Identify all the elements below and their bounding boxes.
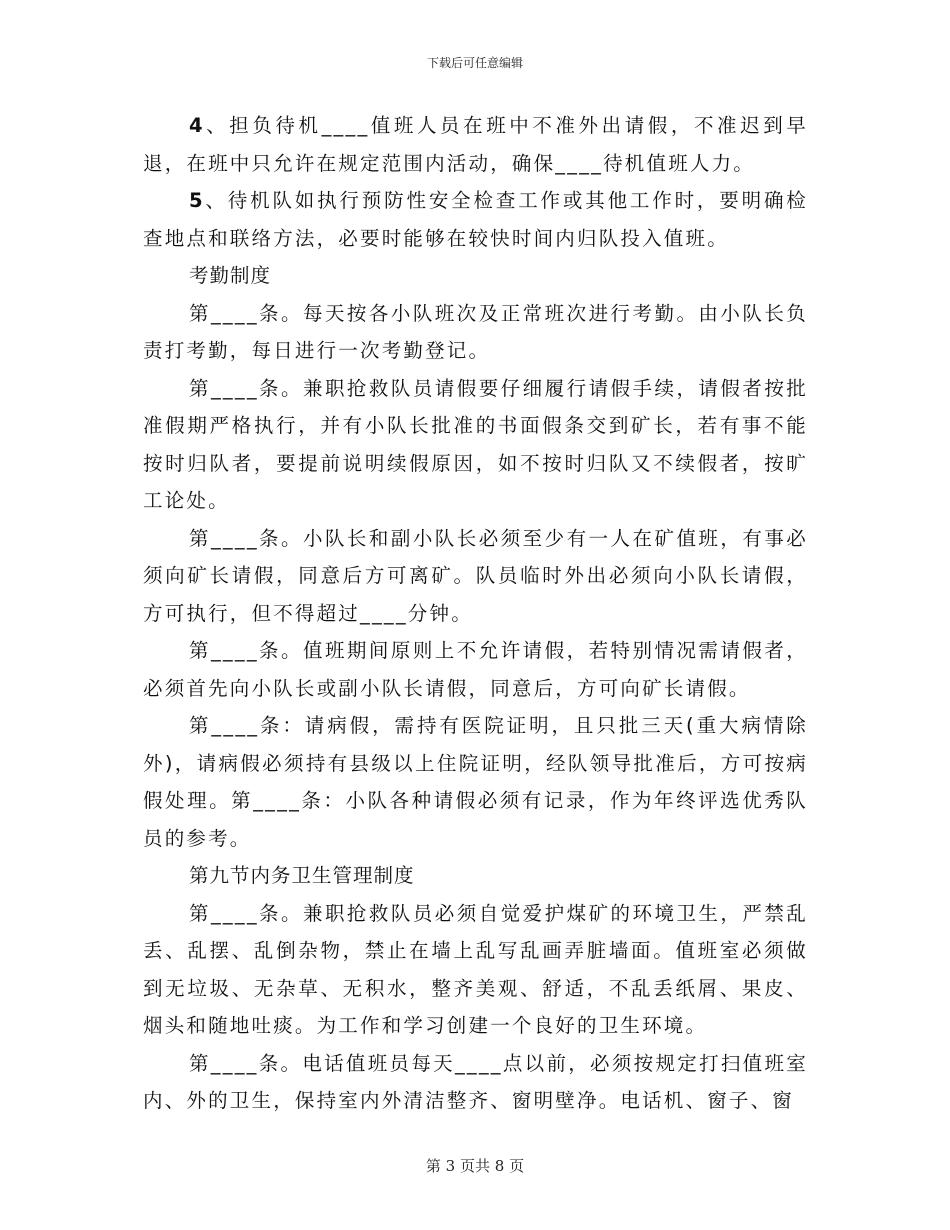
paragraph-article: 第____条。兼职抢救队员必须自觉爱护煤矿的环境卫生，严禁乱丢、乱摆、乱倒杂物，禁止在墙上乱写乱画弄脏墙面。值班室必须做到无垃圾、无杂草、无积水，整齐美观、舒适，不乱丢纸屑、果皮、烟头和随地吐痰。为工作和学习创建一个良好的卫生环境。 xyxy=(143,901,808,1037)
paragraph-article: 第____条。小队长和副小队长必须至少有一人在矿值班，有事必须向矿长请假，同意后方可离矿。队员临时外出必须向小队长请假，方可执行，但不得超过____分钟。 xyxy=(143,526,808,625)
paragraph-text: 、担负待机____值班人员在班中不准外出请假，不准迟到早退，在班中只允许在规定范围内活动，确保____待机值班人力。 xyxy=(143,114,808,175)
page-header: 下载后可任意编辑 xyxy=(426,56,523,70)
paragraph-article: 第____条：请病假，需持有医院证明，且只批三天(重大病情除外)，请病假必须持有县级以上住院证明，经队领导批准后，方可按病假处理。第____条：小队各种请假必须有记录，作为年终评选优秀队员的参考。 xyxy=(143,714,808,850)
section-heading-attendance: 考勤制度 xyxy=(189,264,272,287)
paragraph-article: 第____条。兼职抢救队员请假要仔细履行请假手续，请假者按批准假期严格执行，并有小队长批准的书面假条交到矿长，若有事不能按时归队者，要提前说明续假原因，如不按时归队又不续假者，按旷工论处。 xyxy=(143,376,808,512)
page-footer: 第 3 页共 8 页 xyxy=(425,1157,525,1175)
paragraph-article: 第____条。值班期间原则上不允许请假，若特别情况需请假者，必须首先向小队长或副小队长请假，同意后，方可向矿长请假。 xyxy=(143,639,808,700)
paragraph-article: 第____条。每天按各小队班次及正常班次进行考勤。由小队长负责打考勤，每日进行一次考勤登记。 xyxy=(143,301,808,362)
section-heading-hygiene: 第九节内务卫生管理制度 xyxy=(189,864,415,887)
item-number: 4 xyxy=(189,114,205,137)
item-number: 5 xyxy=(189,189,205,212)
paragraph-article: 第____条。电话值班员每天____点以前，必须按规定打扫值班室内、外的卫生，保持室内外清洁整齐、窗明壁净。电话机、窗子、窗 xyxy=(143,1051,808,1112)
paragraph-item-4 xyxy=(143,107,808,182)
paragraph-text: 、待机队如执行预防性安全检查工作或其他工作时，要明确检查地点和联络方法，必要时能够在较快时间内归队投入值班。 xyxy=(143,189,808,250)
paragraph-item-5 xyxy=(143,182,808,257)
document-body xyxy=(143,107,808,1120)
